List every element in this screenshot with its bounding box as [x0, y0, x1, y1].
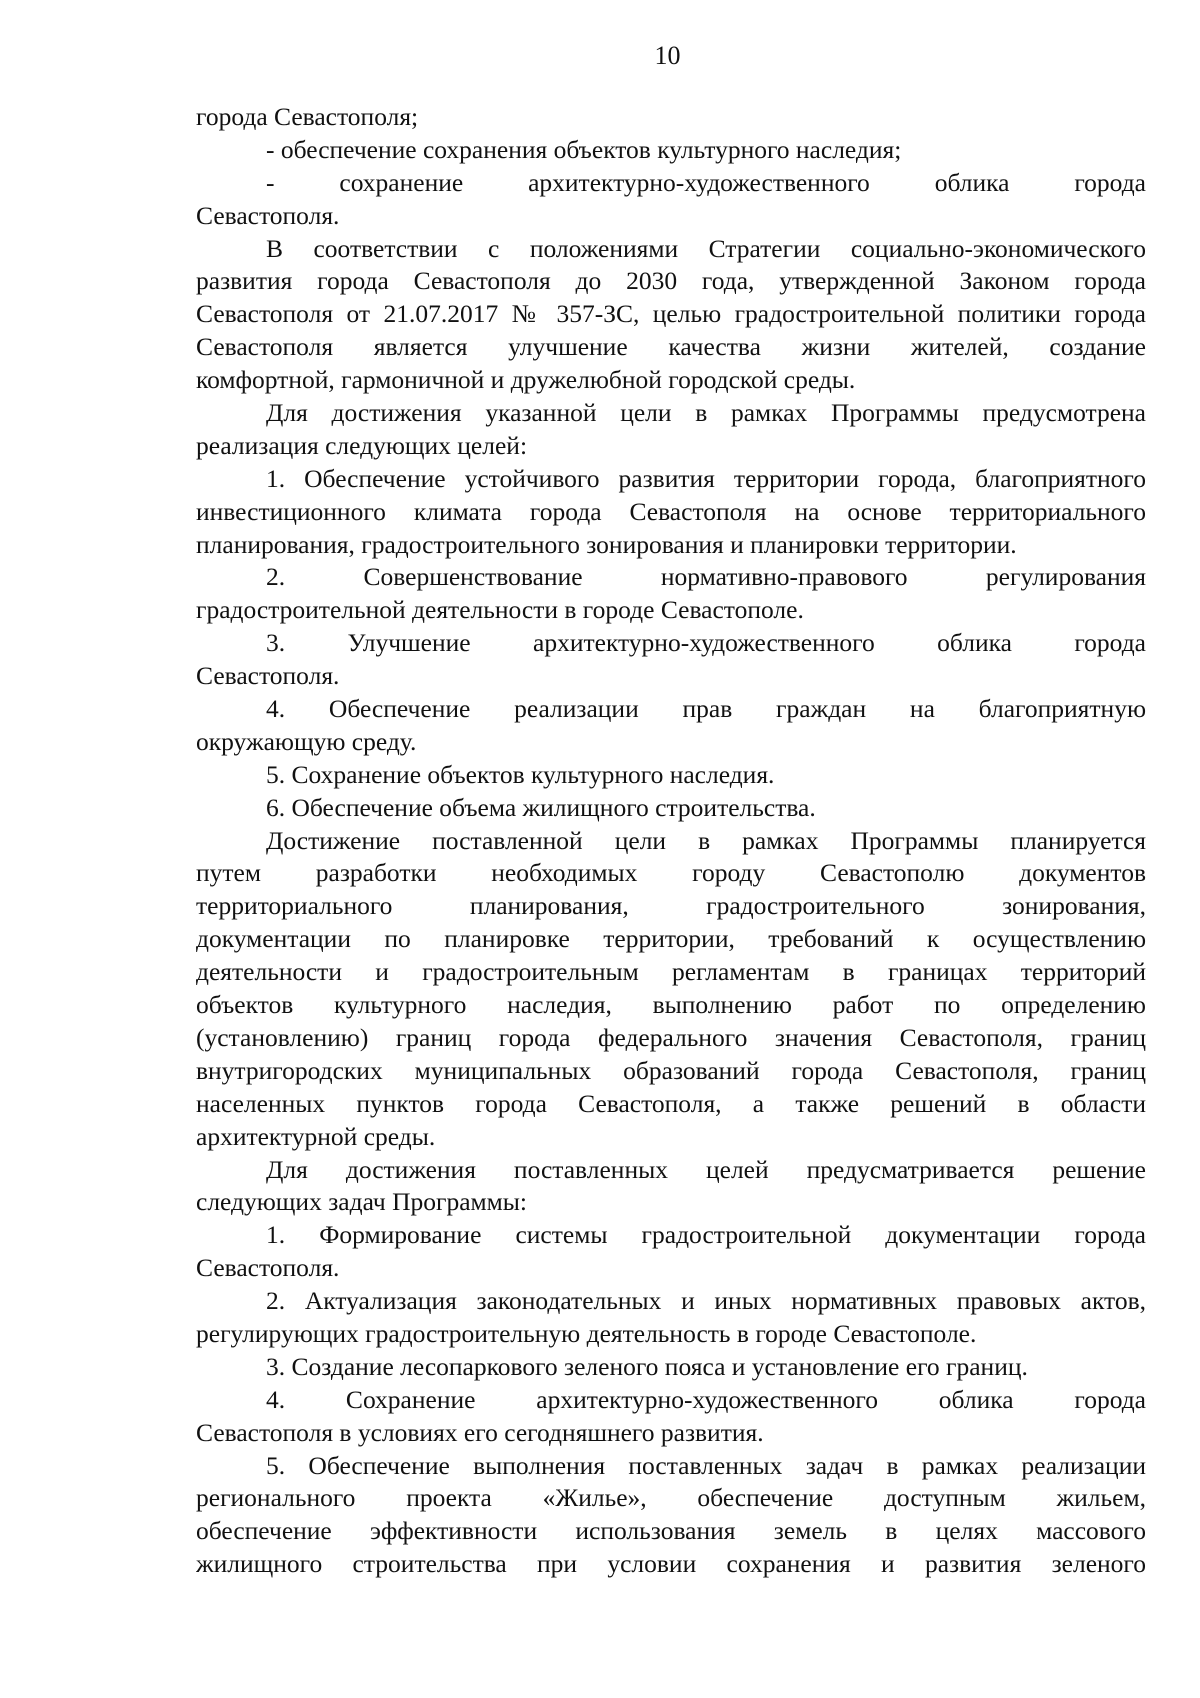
text-line: внутригородских муниципальных образований города Севастополя, границ	[196, 1055, 1146, 1085]
text-line: обеспечение эффективности использования земель в целях массового	[196, 1516, 1146, 1546]
document-body	[196, 101, 1146, 1581]
text-line: населенных пунктов города Севастополя, а также решений в области	[196, 1088, 1146, 1118]
text-line: Севастополя от 21.07.2017 № 357-ЗС, целью градостроительной политики города	[196, 299, 1146, 329]
text-line: 3. Улучшение архитектурно-художественного облика города	[266, 628, 1146, 658]
scan-artifact	[1126, 1676, 1186, 1690]
text-line: деятельности и градостроительным регламентам в границах территорий	[196, 957, 1146, 987]
text-line: путем разработки необходимых городу Севастополю документов	[196, 858, 1146, 888]
text-line: 4. Обеспечение реализации прав граждан на благоприятную	[266, 694, 1146, 724]
text-line: жилищного строительства при условии сохранения и развития зеленого	[196, 1549, 1146, 1579]
text-line: В соответствии с положениями Стратегии социально-экономического	[266, 233, 1146, 263]
text-line: инвестиционного климата города Севастополя на основе территориального	[196, 496, 1146, 526]
text-line: 3. Создание лесопаркового зеленого пояса и установление его границ.	[266, 1351, 1028, 1381]
text-line: Севастополя.	[196, 200, 340, 230]
text-line: окружающую среду.	[196, 726, 417, 756]
text-line: следующих задач Программы:	[196, 1187, 528, 1217]
text-line: 2. Актуализация законодательных и иных нормативных правовых актов,	[266, 1286, 1146, 1316]
text-line: 5. Обеспечение выполнения поставленных задач в рамках реализации	[266, 1450, 1146, 1480]
text-line: Севастополя является улучшение качества жизни жителей, создание	[196, 332, 1146, 362]
text-line: планирования, градостроительного зонирования и планировки территории.	[196, 529, 1017, 559]
text-line: 1. Обеспечение устойчивого развития территории города, благоприятного	[266, 463, 1146, 493]
text-line: Севастополя.	[196, 661, 340, 691]
text-line: регионального проекта «Жилье», обеспечение доступным жильем,	[196, 1483, 1146, 1513]
text-line: 4. Сохранение архитектурно-художественного облика города	[266, 1384, 1146, 1414]
text-line: комфортной, гармоничной и дружелюбной городской среды.	[196, 365, 856, 395]
text-line: реализация следующих целей:	[196, 430, 528, 460]
text-line: - обеспечение сохранения объектов культурного наследия;	[266, 134, 902, 164]
text-line: территориального планирования, градостроительного зонирования,	[196, 891, 1146, 921]
text-line: развития города Севастополя до 2030 года, утвержденной Законом города	[196, 266, 1146, 296]
text-line: - сохранение архитектурно-художественного облика города	[266, 167, 1146, 197]
text-line: 1. Формирование системы градостроительной документации города	[266, 1220, 1146, 1250]
text-line: 6. Обеспечение объема жилищного строительства.	[266, 792, 816, 822]
page-number: 10	[654, 41, 681, 70]
text-line: 2. Совершенствование нормативно-правового регулирования	[266, 562, 1146, 592]
text-line: Для достижения поставленных целей предусматривается решение	[266, 1154, 1146, 1184]
text-line: (установлению) границ города федерального значения Севастополя, границ	[196, 1022, 1146, 1052]
text-line: объектов культурного наследия, выполнению работ по определению	[196, 990, 1146, 1020]
text-line: Севастополя.	[196, 1253, 340, 1283]
text-line: Севастополя в условиях его сегодняшнего развития.	[196, 1417, 764, 1447]
text-line: 5. Сохранение объектов культурного наследия.	[266, 759, 775, 789]
text-line: Для достижения указанной цели в рамках Программы предусмотрена	[266, 398, 1146, 428]
text-line: регулирующих градостроительную деятельность в городе Севастополе.	[196, 1318, 977, 1348]
text-line: градостроительной деятельности в городе Севастополе.	[196, 595, 804, 625]
text-line: архитектурной среды.	[196, 1121, 436, 1151]
text-line: города Севастополя;	[196, 102, 419, 131]
text-line: Достижение поставленной цели в рамках Программы планируется	[266, 825, 1146, 855]
text-line: документации по планировке территории, требований к осуществлению	[196, 924, 1146, 954]
